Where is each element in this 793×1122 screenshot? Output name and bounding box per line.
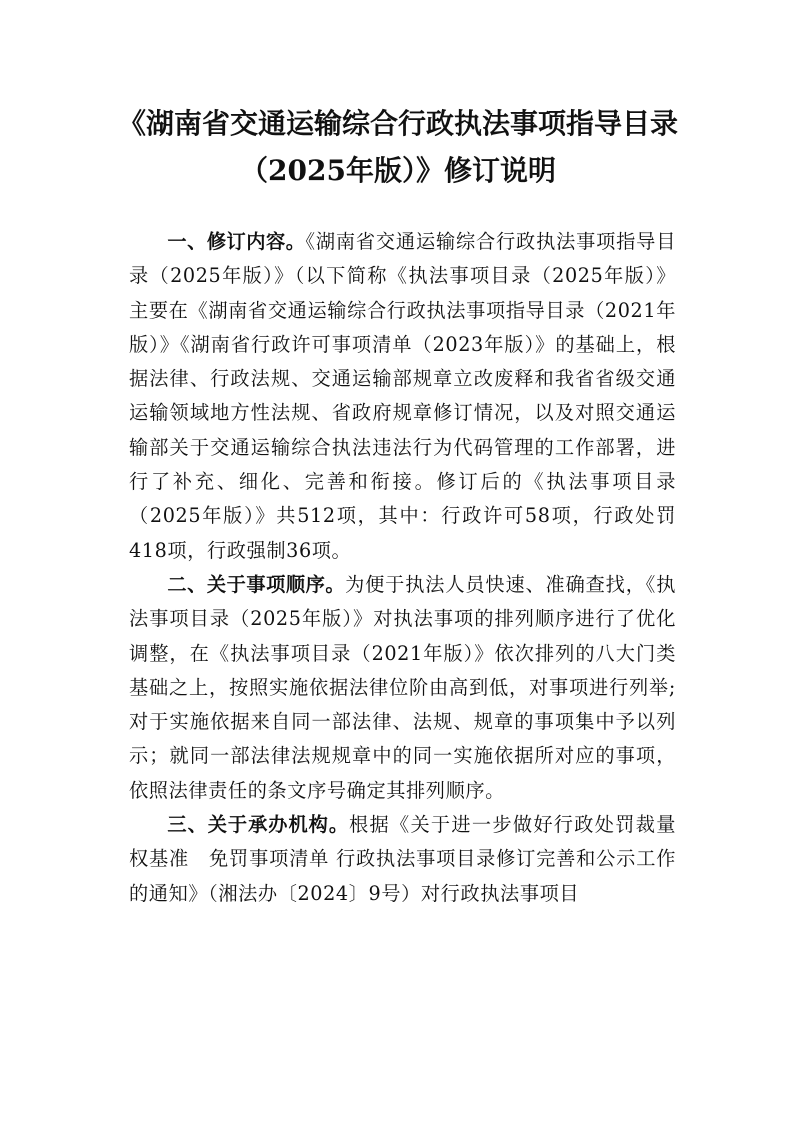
document-title	[118, 100, 678, 194]
title-line-1: 《湖南省交通运输综合行政执法事项指导目录	[118, 107, 679, 140]
document-body	[129, 225, 676, 911]
section-heading-3: 三、关于承办机构。	[167, 813, 350, 837]
title-line-2: （2025年版）》修订说明	[240, 154, 556, 187]
section-text-2: 为便于执法人员快速、准确查找，《执法事项目录（2025年版）》对执法事项的排列顺序进行了优化调整，在《执法事项目录（2021年版）》依次排列的八大门类基础之上，按照实施依据法律位阶由高到低，对事项进行列举;对于实施依据来自同一部法律、法规、规章的事项集中予以列示；就同一部法律法规规章中的同一实施依据所对应的事项，依照法律责任的条文序号确定其排列顺序。	[129, 572, 676, 802]
section-heading-1: 一、修订内容。	[167, 230, 306, 253]
section-paragraph-2	[129, 568, 676, 808]
section-paragraph-1	[129, 225, 676, 568]
section-text-1: 《湖南省交通运输综合行政执法事项指导目录（2025年版）》（以下简称《执法事项目录（2025年版）》主要在《湖南省交通运输综合行政执法事项指导目录（2021年版）》《湖南省行政许可事项清单（2023年版）》的基础上，根据法律、行政法规、交通运输部规章立改废释和我省省级交通运输领域地方性法规、省政府规章修订情况，以及对照交通运输部关于交通运输综合执法违法行为代码管理的工作部署，进行了补充、细化、完善和衔接。修订后的《执法事项目录（2025年版）》共512项，其中：行政许可58项，行政处罚418项，行政强制36项。	[129, 230, 676, 562]
section-heading-2: 二、关于事项顺序。	[167, 572, 346, 596]
section-text-3: 根据《关于进一步做好行政处罚裁量权基准 免罚事项清单 行政执法事项目录修订完善和公示工作的通知》（湘法办〔2024〕9号）对行政执法事项目	[129, 813, 676, 905]
section-paragraph-3	[129, 808, 676, 911]
